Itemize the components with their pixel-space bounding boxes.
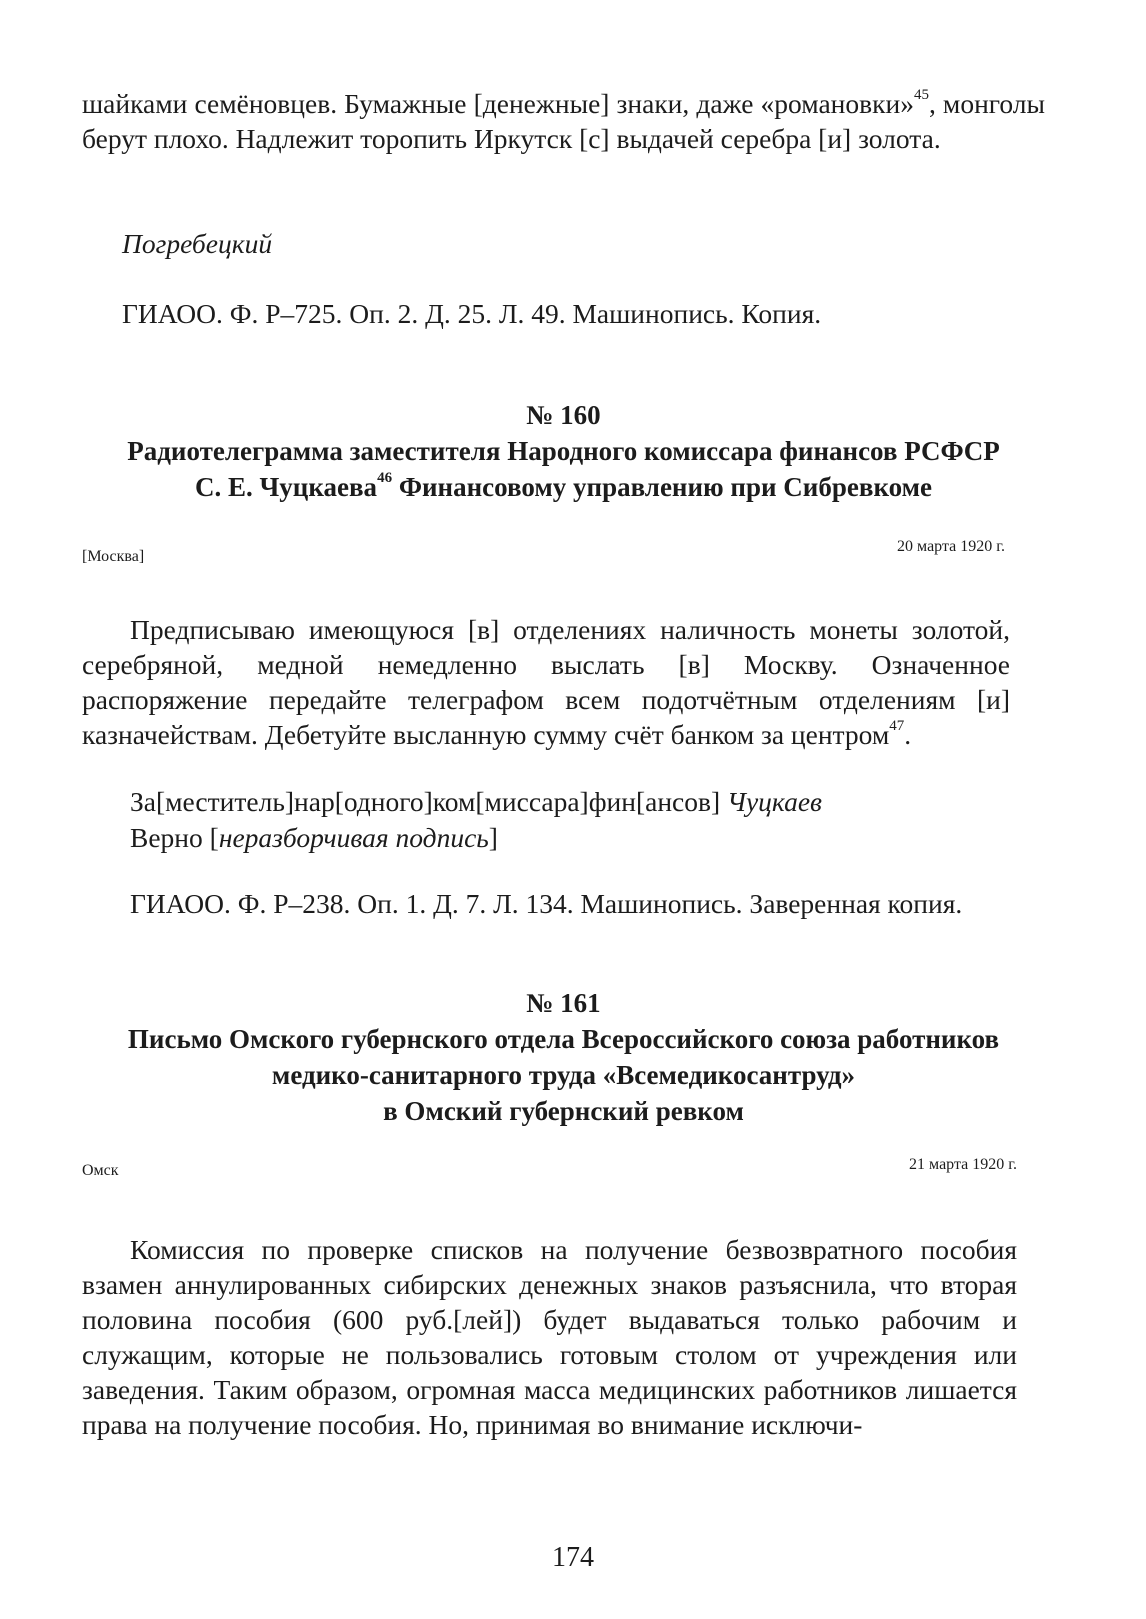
document-date: 21 марта 1920 г.	[909, 1156, 1017, 1173]
certification-text: Верно [	[130, 822, 219, 853]
certification-line	[130, 820, 498, 855]
document-number: № 160	[526, 400, 601, 430]
archive-reference: ГИАОО. Ф. Р–238. Оп. 1. Д. 7. Л. 134. Машинопись. Заверенная копия.	[130, 888, 963, 919]
document-body	[82, 612, 1010, 752]
signature-line	[130, 784, 822, 819]
page-number: 174	[552, 1542, 594, 1573]
title-text: С. Е. Чуцкаева	[194, 472, 378, 502]
illegible-signature: неразборчивая подпись	[218, 822, 489, 853]
continued-paragraph	[82, 86, 1045, 156]
certification-text: ]	[488, 822, 498, 853]
archive-reference: ГИАОО. Ф. Р–725. Оп. 2. Д. 25. Л. 49. Машинопись. Копия.	[122, 298, 822, 329]
signature-position: За[меститель]нар[одного]ком[миссара]фин[ансов]	[130, 786, 728, 817]
title-text: Финансовому управлению при Сибревкоме	[392, 472, 933, 502]
document-date: 20 марта 1920 г.	[897, 538, 1005, 555]
document-place: Омск	[82, 1162, 119, 1179]
paragraph-text: , монголы берут плохо. Надлежит торопить Иркутск [с] выдачей серебра [и] золота.	[82, 88, 1045, 154]
footnote-ref: 46	[377, 470, 393, 486]
footnote-ref: 47	[889, 718, 905, 734]
document-title-line	[82, 470, 1045, 505]
document-body: Комиссия по проверке списков на получение безвозвратного пособия взамен аннулированных сибирских денежных знаков разъяснила, что вторая половина пособия (600 руб.[лей]) будет выдаваться только рабочим и служащим, которые не пользовались готовым столом от учреждения или заведения. Таким образом, огромная масса медицинских работников лишается права на получение пособия. Но, принимая во внимание исключи-	[82, 1234, 1017, 1440]
document-title-line: медико-санитарного труда «Всемедикосантруд»	[271, 1060, 856, 1090]
footnote-ref: 45	[913, 87, 929, 103]
place-date-row	[82, 538, 1045, 578]
signature: Погребецкий	[122, 228, 273, 259]
document-title-line: Радиотелеграмма заместителя Народного комиссара финансов РСФСР	[127, 436, 1000, 466]
paragraph-text: .	[904, 719, 912, 750]
signature-name: Чуцкаев	[727, 786, 822, 817]
place-date-row	[82, 1156, 1045, 1196]
paragraph-text: Предписываю имеющуюся [в] отделениях наличность монеты золотой, серебряной, медной немедленно выслать [в] Москву. Означенное распоряжение передайте телеграфом всем подотчётным отделениям [и] казначействам. Дебетуйте высланную сумму счёт банком за центром	[82, 614, 1010, 750]
document-title-line: в Омский губернский ревком	[383, 1096, 744, 1126]
document-title-line: Письмо Омского губернского отдела Всероссийского союза работников	[127, 1024, 1000, 1054]
paragraph-text: шайками семёновцев. Бумажные [денежные] знаки, даже «романовки»	[82, 88, 914, 119]
document-number: № 161	[526, 988, 601, 1018]
document-place: [Москва]	[82, 548, 145, 565]
